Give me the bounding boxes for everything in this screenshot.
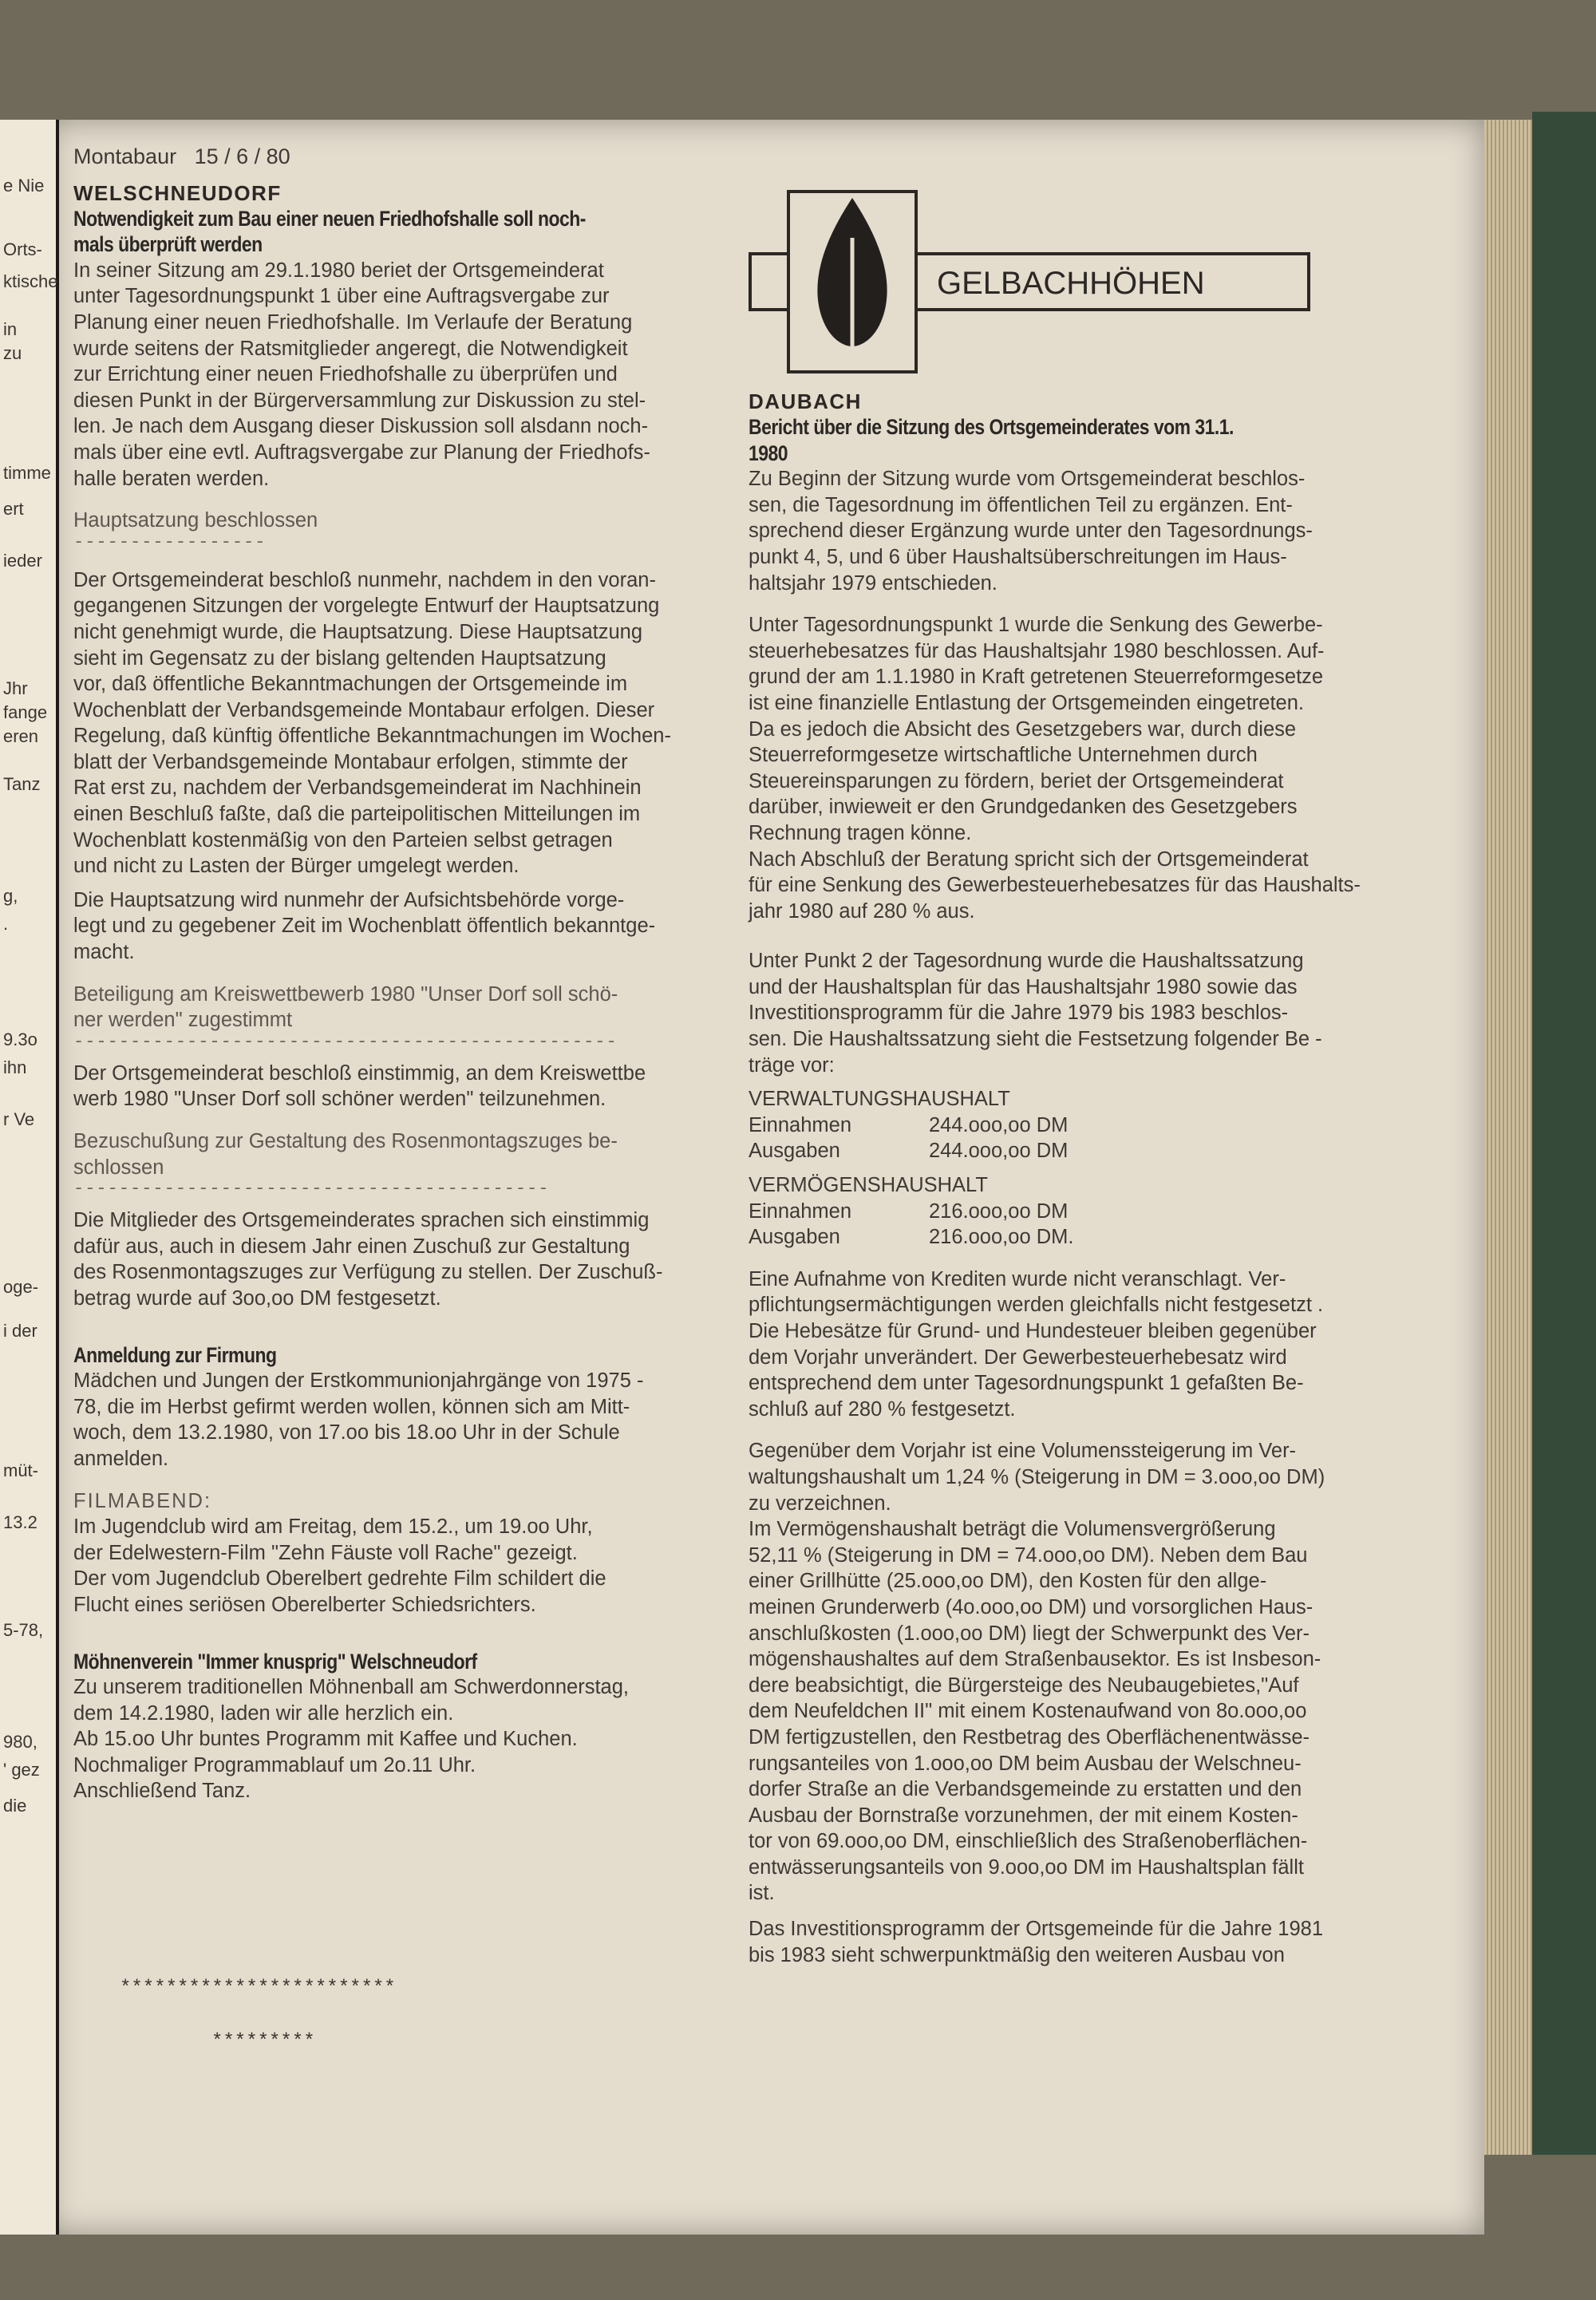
separator-stars: ************************ <box>120 1978 396 1999</box>
text-line: Der Ortsgemeinderat beschloß nunmehr, nachdem in den voran- <box>73 568 656 591</box>
logo-label: GELBACHHÖHEN <box>937 266 1205 301</box>
text-line: betrag wurde auf 3oo,oo DM festgesetzt. <box>73 1286 441 1310</box>
text-line: Nochmaliger Programmablauf um 2o.11 Uhr. <box>73 1753 476 1776</box>
table-row <box>749 1112 1387 1139</box>
paragraph-kredite <box>749 1267 1387 1423</box>
paragraph-kreiswettbewerb <box>73 1061 736 1112</box>
gutter-fragment: ktische <box>3 271 58 291</box>
gutter-fragment: zu <box>3 343 22 363</box>
text-line: blatt der Verbandsgemeinde Montabaur erfolgen, stimmte der <box>73 750 628 773</box>
row-value: 216.ooo,oo DM. <box>929 1226 1074 1249</box>
heading-firmung: Anmeldung zur Firmung <box>73 1342 277 1367</box>
text-line: nicht genehmigt wurde, die Hauptsatzung. Diese Hauptsatzung <box>73 620 643 643</box>
text-line: diesen Punkt in der Bürgerversammlung zur Diskussion zu stel- <box>73 389 646 412</box>
text-line: Da es jedoch die Absicht des Gesetzgebers war, durch diese <box>749 717 1297 741</box>
text-line: grund der am 1.1.1980 in Kraft getretenen Steuerreformgesetze <box>749 666 1324 689</box>
text-line: und nicht zu Lasten der Bürger umgelegt werden. <box>73 855 519 878</box>
paragraph-firmung <box>73 1368 736 1472</box>
text-line: Im Vermögenshaushalt beträgt die Volumensvergrößerung <box>749 1518 1276 1541</box>
subheading-line: Bezuschußung zur Gestaltung des Rosenmontagszuges be- <box>73 1130 618 1152</box>
subheading-line: schlossen <box>73 1156 164 1179</box>
text-line: Unter Punkt 2 der Tagesordnung wurde die Haushaltssatzung <box>749 950 1304 973</box>
text-line: jahr 1980 auf 280 % aus. <box>749 899 975 923</box>
subheading-kreiswettbewerb <box>73 982 736 1033</box>
text-line: dem Vorjahr unverändert. Der Gewerbesteuerhebesatz wird <box>749 1346 1287 1369</box>
heading-verwaltungshaushalt: VERWALTUNGSHAUSHALT <box>749 1088 1010 1111</box>
gutter-fragment: timme <box>3 463 51 483</box>
text-line: Das Investitionsprogramm der Ortsgemeinde für die Jahre 1981 <box>749 1918 1324 1941</box>
text-line: woch, dem 13.2.1980, von 17.oo bis 18.oo Uhr in der Schule <box>73 1421 620 1444</box>
leaf-logo-graphic <box>749 190 1363 373</box>
section-title-daubach: DAUBACH <box>749 389 862 413</box>
text-line: wurde seitens der Ratsmitglieder angeregt, die Notwendigkeit <box>73 337 628 360</box>
text-line: zur Errichtung einer neuen Friedhofshalle zu überprüfen und <box>73 363 618 386</box>
text-line: waltungshaushalt um 1,24 % (Steigerung in DM = 3.ooo,oo DM) <box>749 1465 1325 1488</box>
text-line: entwässerungsanteils von 9.ooo,oo DM im Haushaltsplan fällt <box>749 1855 1304 1879</box>
text-line: Ausbau der Bornstraße vorzunehmen, der mit einem Kosten- <box>749 1804 1298 1827</box>
text-line: macht. <box>73 941 135 964</box>
text-line: Wochenblatt der Verbandsgemeinde Montabaur erfolgen. Dieser <box>73 698 655 721</box>
row-label: Ausgaben <box>749 1140 840 1163</box>
header-date: 15 / 6 / 80 <box>194 144 290 168</box>
gutter-fragment: ert <box>3 499 24 519</box>
paragraph-volumen <box>749 1438 1387 1907</box>
text-line: für eine Senkung des Gewerbesteuerhebesatzes für das Haushalts- <box>749 874 1361 897</box>
text-line: Wochenblatt kostenmäßig von den Parteien selbst getragen <box>73 828 613 852</box>
text-line: Zu unserem traditionellen Möhnenball am Schwerdonnerstag, <box>73 1676 629 1699</box>
text-line: Zu Beginn der Sitzung wurde vom Ortsgemeinderat beschlos- <box>749 468 1306 491</box>
text-line: zu verzeichnen. <box>749 1492 891 1515</box>
subheading-underline: ------------------------------------------ <box>73 1179 550 1199</box>
paragraph-tagesordnung <box>749 466 1387 596</box>
text-line: unter Tagesordnungspunkt 1 über eine Auftragsvergabe zur <box>73 285 610 308</box>
text-line: einer Grillhütte (25.ooo,oo DM), den Kosten für den allge- <box>749 1570 1267 1593</box>
gutter-fragment: Orts- <box>3 239 42 259</box>
text-line: 52,11 % (Steigerung in DM = 74.ooo,oo DM). Neben dem Bau <box>749 1543 1308 1567</box>
text-line: einen Beschluß faßte, daß die parteipolitischen Mitteilungen im <box>73 803 641 826</box>
headline-line: Notwendigkeit zum Bau einer neuen Friedhofshalle soll noch- <box>73 206 586 231</box>
separator-stars-short: ********* <box>211 2031 315 2053</box>
text-line: halle beraten werden. <box>73 467 270 490</box>
text-line: meinen Grunderwerb (4o.ooo,oo DM) und vorsorglichen Haus- <box>749 1595 1314 1618</box>
page-edge <box>1476 120 1532 2155</box>
text-line: steuerhebesatzes für das Haushaltsjahr 1980 beschlossen. Auf- <box>749 639 1325 662</box>
table-row <box>749 1199 1387 1225</box>
text-line: punkt 4, 5, und 6 über Haushaltsüberschreitungen im Haus- <box>749 545 1287 568</box>
subheading-underline: ----------------- <box>73 532 267 552</box>
text-line: dem Neufeldchen II" mit einem Kostenaufwand von 8o.ooo,oo <box>749 1700 1307 1723</box>
text-line: Steuereinsparungen zu fördern, beriet der Ortsgemeinderat <box>749 769 1284 792</box>
text-line: In seiner Sitzung am 29.1.1980 beriet der Ortsgemeinderat <box>73 259 604 282</box>
text-line: Ab 15.oo Uhr buntes Programm mit Kaffee und Kuchen. <box>73 1728 578 1751</box>
row-value: 216.ooo,oo DM <box>929 1199 1069 1223</box>
text-line: Unter Tagesordnungspunkt 1 wurde die Senkung des Gewerbe- <box>749 614 1323 637</box>
text-line: schluß auf 280 % festgesetzt. <box>749 1397 1016 1421</box>
text-line: sprechend dieser Ergänzung wurde unter den Tagesordnungs- <box>749 520 1313 543</box>
right-column <box>749 389 1387 1968</box>
gutter-fragment: müt- <box>3 1460 38 1480</box>
text-line: Investitionsprogramm für die Jahre 1979 bis 1983 beschlos- <box>749 1002 1289 1025</box>
headline-line: 1980 <box>749 441 788 465</box>
heading-vermoegenshaushalt: VERMÖGENSHAUSHALT <box>749 1174 988 1197</box>
previous-page-strip <box>0 120 59 2235</box>
paragraph-hauptsatzung <box>73 567 736 879</box>
paragraph-moehnenverein <box>73 1674 736 1804</box>
text-line: Rechnung tragen könne. <box>749 821 972 844</box>
headline-sitzungsbericht <box>749 414 1387 466</box>
page-header <box>73 144 736 170</box>
paragraph-filmabend <box>73 1514 736 1618</box>
gutter-fragment: 9.3o <box>3 1029 38 1049</box>
gutter-fragment: die <box>3 1796 27 1816</box>
text-line: Der vom Jugendclub Oberelbert gedrehte Film schildert die <box>73 1567 606 1591</box>
row-value: 244.ooo,oo DM <box>929 1113 1069 1136</box>
text-line: entsprechend dem unter Tagesordnungspunkt 1 gefaßten Be- <box>749 1372 1304 1395</box>
gutter-fragment: 5-78, <box>3 1620 44 1640</box>
gutter-fragment: 980, <box>3 1732 38 1752</box>
text-line: der Edelwestern-Film "Zehn Fäuste voll Rache" gezeigt. <box>73 1541 578 1564</box>
gutter-fragment: in <box>3 319 18 339</box>
gutter-fragment: . <box>3 914 9 934</box>
table-row <box>749 1138 1387 1164</box>
gutter-fragment: ' gez <box>3 1760 40 1780</box>
text-line: tor von 69.ooo,oo DM, einschließlich des Straßenoberflächen- <box>749 1830 1308 1853</box>
headline-line: mals überprüft werden <box>73 232 263 257</box>
binding-strip <box>1532 112 1596 2155</box>
gutter-fragment: fange <box>3 702 48 722</box>
text-line: Eine Aufnahme von Krediten wurde nicht veranschlagt. Ver- <box>749 1267 1286 1290</box>
gutter-fragment: eren <box>3 726 39 746</box>
text-line: anmelden. <box>73 1447 169 1470</box>
text-line: legt und zu gegebener Zeit im Wochenblatt öffentlich bekanntge- <box>73 915 656 938</box>
text-line: Gegenüber dem Vorjahr ist eine Volumenssteigerung im Ver- <box>749 1440 1297 1463</box>
text-line: dem 14.2.1980, laden wir alle herzlich ein. <box>73 1701 454 1725</box>
text-line: träge vor: <box>749 1053 835 1077</box>
row-label: Einnahmen <box>749 1199 852 1223</box>
header-place: Montabaur <box>73 144 177 168</box>
subheading-hauptsatzung: Hauptsatzung beschlossen <box>73 509 318 532</box>
text-line: werb 1980 "Unser Dorf soll schöner werden" teilzunehmen. <box>73 1088 606 1111</box>
text-line: vor, daß öffentliche Bekanntmachungen der Ortsgemeinde im <box>73 673 628 696</box>
text-line: Regelung, daß künftig öffentliche Bekanntmachungen im Wochen- <box>73 725 671 748</box>
text-line: Rat erst zu, nachdem der Verbandsgemeinderat im Nachhinein <box>73 777 642 800</box>
headline-friedhofshalle <box>73 206 736 258</box>
row-label: Ausgaben <box>749 1226 840 1249</box>
heading-filmabend: FILMABEND: <box>73 1489 212 1512</box>
text-line: anschlußkosten (1.ooo,oo DM) liegt der Schwerpunkt des Ver- <box>749 1622 1310 1645</box>
table-row <box>749 1224 1387 1251</box>
gutter-fragment: Jhr <box>3 678 28 698</box>
gutter-fragment: r Ve <box>3 1109 35 1129</box>
text-line: pflichtungsermächtigungen werden gleichfalls nicht festgesetzt . <box>749 1294 1324 1317</box>
table-verwaltungshaushalt <box>749 1112 1387 1164</box>
text-line: Die Hebesätze für Grund- und Hundesteuer bleiben gegenüber <box>749 1320 1317 1342</box>
gutter-fragment: Tanz <box>3 774 41 794</box>
subheading-line: ner werden" zugestimmt <box>73 1009 293 1032</box>
text-line: Im Jugendclub wird am Freitag, dem 15.2., um 19.oo Uhr, <box>73 1516 593 1539</box>
text-line: Mädchen und Jungen der Erstkommunionjahrgänge von 1975 - <box>73 1369 644 1393</box>
text-line: sen. Die Haushaltssatzung sieht die Festsetzung folgender Be - <box>749 1028 1322 1051</box>
left-column <box>73 144 736 1804</box>
text-line: Steuerreformgesetze wirtschaftliche Unternehmen durch <box>749 744 1258 767</box>
text-line: Der Ortsgemeinderat beschloß einstimmig, an dem Kreiswettbe <box>73 1061 646 1085</box>
paragraph-rosenmontag <box>73 1207 736 1311</box>
subheading-rosenmontag <box>73 1128 736 1180</box>
text-line: len. Je nach dem Ausgang dieser Diskussion soll alsdann noch- <box>73 415 649 438</box>
headline-line: Bericht über die Sitzung des Ortsgemeinderates vom 31.1. <box>749 415 1234 439</box>
text-line: bis 1983 sieht schwerpunktmäßig den weiteren Ausbau von <box>749 1943 1285 1966</box>
text-line: darüber, inwieweit er den Grundgedanken des Gesetzgebers <box>749 796 1298 819</box>
paragraph-haushaltssatzung <box>749 948 1387 1078</box>
gutter-fragment: i der <box>3 1321 38 1341</box>
text-line: rungsanteiles von 1.ooo,oo DM beim Ausbau der Welschneu- <box>749 1752 1302 1775</box>
paragraph-aufsichtsbehoerde <box>73 887 736 966</box>
text-line: ist. <box>749 1882 775 1905</box>
heading-moehnenverein: Möhnenverein "Immer knusprig" Welschneudorf <box>73 1649 477 1674</box>
gutter-fragment: e Nie <box>3 176 45 196</box>
subheading-underline: ------------------------------------------------ <box>73 1031 618 1052</box>
text-line: gegangenen Sitzungen der vorgelegte Entwurf der Hauptsatzung <box>73 595 660 618</box>
text-line: Flucht eines seriösen Oberelberter Schiedsrichters. <box>73 1593 536 1616</box>
text-line: ist eine finanzielle Entlastung der Ortsgemeinden eingetreten. <box>749 691 1305 714</box>
text-line: sieht im Gegensatz zu der bislang geltenden Hauptsatzung <box>73 646 606 670</box>
text-line: haltsjahr 1979 entschieden. <box>749 571 998 595</box>
text-line: sen, die Tagesordnung im öffentlichen Teil zu ergänzen. Ent- <box>749 493 1293 516</box>
gutter-fragment: ihn <box>3 1057 27 1077</box>
gutter-fragment: oge- <box>3 1277 39 1297</box>
text-line: mals über eine evtl. Auftragsvergabe zur Planung der Friedhofs- <box>73 441 650 464</box>
gelbachhoehen-logo <box>749 190 1363 373</box>
gutter-fragment: 13.2 <box>3 1512 38 1532</box>
text-line: dere beabsichtigt, die Bürgersteige des Neubaugebietes,"Auf <box>749 1674 1299 1697</box>
subheading-line: Beteiligung am Kreiswettbewerb 1980 "Unser Dorf soll schö- <box>73 982 618 1006</box>
text-line: dafür aus, auch in diesem Jahr einen Zuschuß zur Gestaltung <box>73 1235 630 1258</box>
text-line: 78, die im Herbst gefirmt werden wollen, können sich am Mitt- <box>73 1395 630 1418</box>
text-line: Die Mitglieder des Ortsgemeinderates sprachen sich einstimmig <box>73 1209 650 1232</box>
text-line: Die Hauptsatzung wird nunmehr der Aufsichtsbehörde vorge- <box>73 888 625 911</box>
text-line: dorfer Straße an die Verbandsgemeinde zu erstatten und den <box>749 1778 1302 1801</box>
text-line: Nach Abschluß der Beratung spricht sich der Ortsgemeinderat <box>749 848 1309 871</box>
row-label: Einnahmen <box>749 1113 852 1136</box>
table-vermoegenshaushalt <box>749 1199 1387 1251</box>
text-line: DM fertigzustellen, den Restbetrag des Oberflächenentwässe- <box>749 1725 1310 1749</box>
text-line: mögenshaushaltes auf dem Straßenbausektor. Es ist Insbeson- <box>749 1648 1321 1671</box>
text-line: Planung einer neuen Friedhofshalle. Im Verlaufe der Beratung <box>73 310 633 334</box>
text-line: und der Haushaltsplan für das Haushaltsjahr 1980 sowie das <box>749 975 1298 998</box>
text-line: Anschließend Tanz. <box>73 1780 251 1803</box>
row-value: 244.ooo,oo DM <box>929 1140 1069 1163</box>
gutter-fragment: ieder <box>3 551 42 571</box>
text-line: des Rosenmontagszuges zur Verfügung zu stellen. Der Zuschuß- <box>73 1261 663 1284</box>
paragraph-investitionsprogramm <box>749 1916 1387 1968</box>
paragraph-gewerbesteuer <box>749 612 1387 924</box>
paragraph-friedhofshalle <box>73 258 736 492</box>
gutter-fragment: g, <box>3 886 18 906</box>
section-title-welschneudorf: WELSCHNEUDORF <box>73 180 282 205</box>
